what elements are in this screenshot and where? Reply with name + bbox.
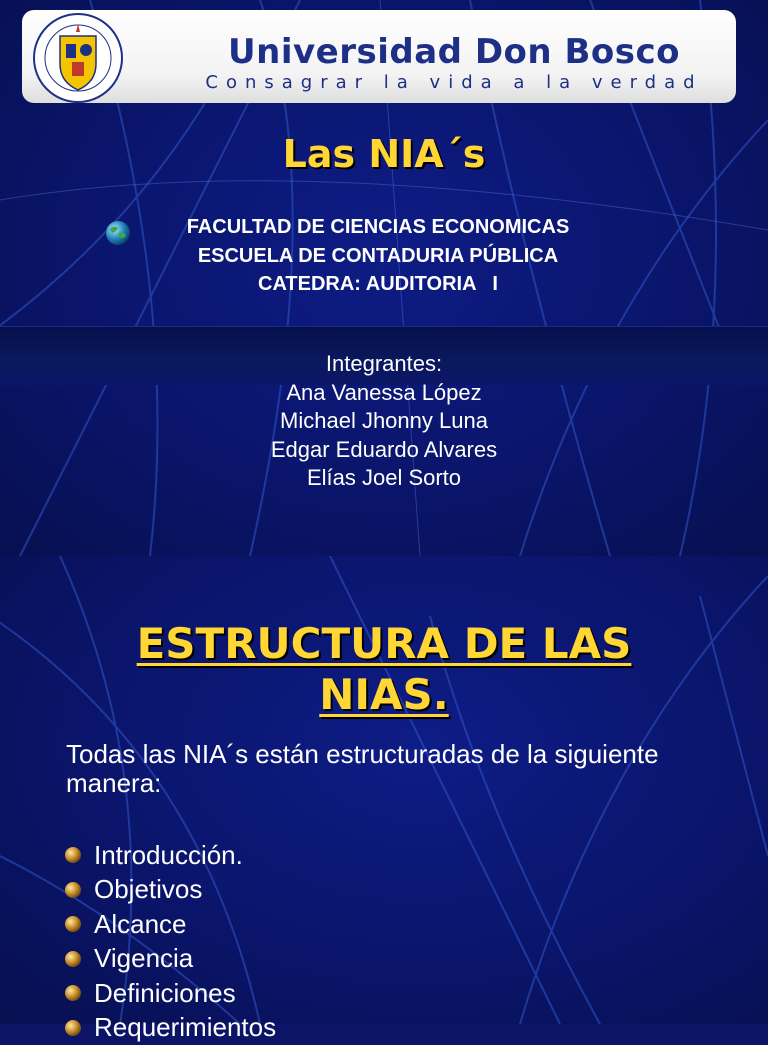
- slide-title-heading: Las NIA´s: [0, 132, 768, 176]
- bullet-ball-icon: [64, 846, 82, 864]
- list-item-label: Objetivos: [94, 874, 202, 905]
- members-heading: Integrantes:: [0, 350, 768, 379]
- bullet-ball-icon: [64, 881, 82, 899]
- list-item: [64, 838, 276, 873]
- course-line: CATEDRA: AUDITORIA I: [128, 270, 628, 299]
- list-item-label: Requerimientos: [94, 1012, 276, 1043]
- structure-intro: Todas las NIA´s están estructuradas de la siguiente manera:: [66, 740, 696, 798]
- list-item: [64, 976, 276, 1011]
- member-name: Michael Jhonny Luna: [0, 407, 768, 436]
- list-item: [64, 942, 276, 977]
- bullet-ball-icon: [64, 1019, 82, 1037]
- bullet-ball-icon: [64, 950, 82, 968]
- university-crest-icon: [32, 12, 124, 104]
- faculty-block: [128, 213, 628, 299]
- list-item-label: Alcance: [94, 909, 187, 940]
- list-item-label: Definiciones: [94, 978, 236, 1009]
- list-item: [64, 907, 276, 942]
- structure-list: [64, 838, 276, 1045]
- bullet-ball-icon: [64, 984, 82, 1002]
- member-name: Elías Joel Sorto: [0, 464, 768, 493]
- members-block: [0, 350, 768, 493]
- university-motto: Consagrar la vida a la verdad: [180, 72, 728, 93]
- list-item-label: Vigencia: [94, 943, 193, 974]
- bullet-ball-icon: [64, 915, 82, 933]
- structure-title: ESTRUCTURA DE LAS NIAS.: [84, 618, 684, 720]
- university-name: Universidad Don Bosco: [180, 32, 728, 72]
- member-name: Ana Vanessa López: [0, 379, 768, 408]
- school-line: ESCUELA DE CONTADURIA PÚBLICA: [128, 242, 628, 271]
- university-banner: [22, 10, 736, 103]
- faculty-line: FACULTAD DE CIENCIAS ECONOMICAS: [128, 213, 628, 242]
- list-item-label: Introducción.: [94, 840, 243, 871]
- member-name: Edgar Eduardo Alvares: [0, 436, 768, 465]
- list-item: [64, 873, 276, 908]
- list-item: [64, 1011, 276, 1045]
